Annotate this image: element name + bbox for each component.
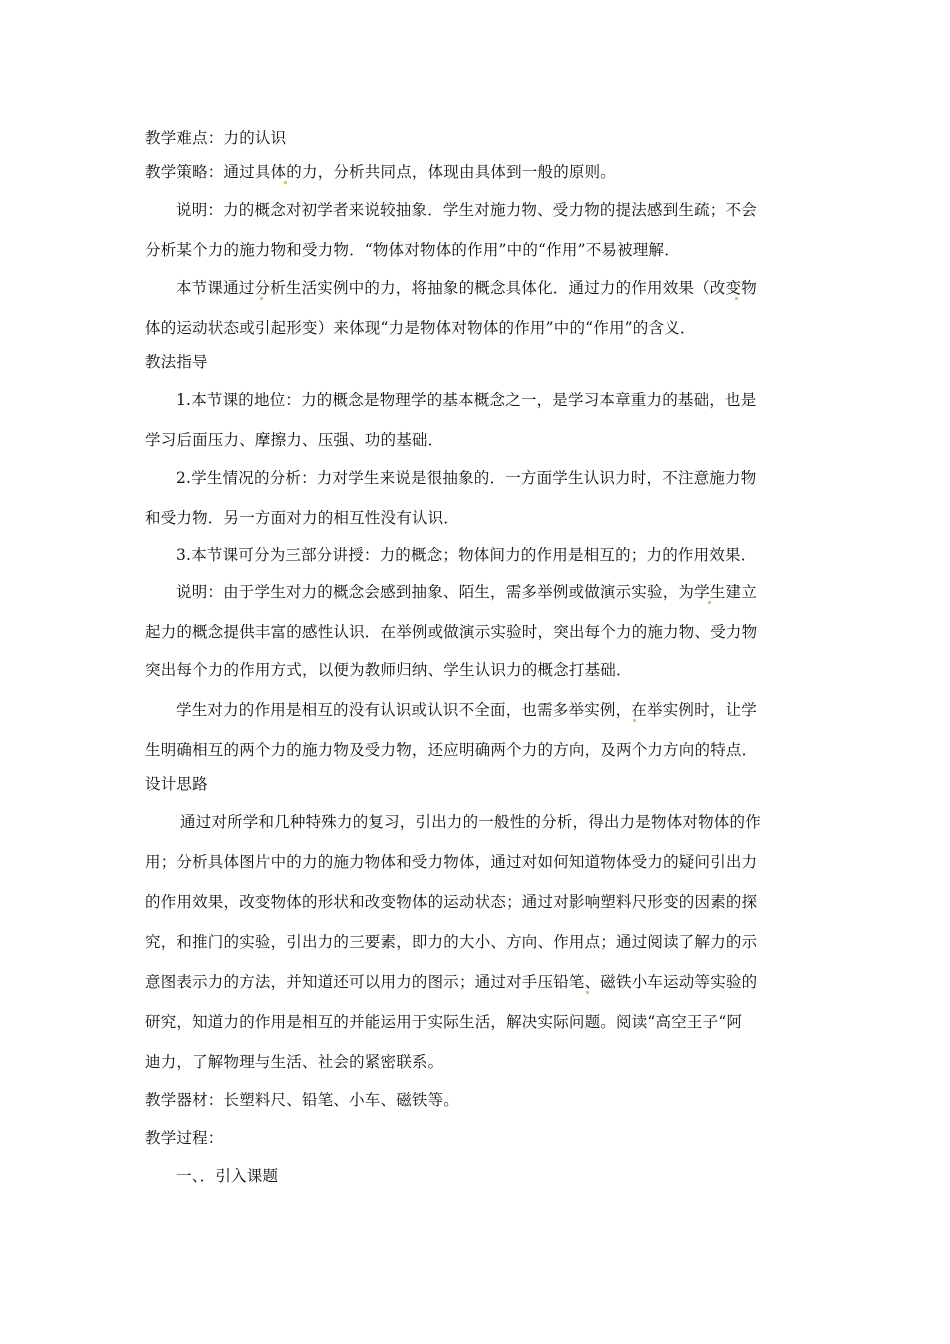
proofreading-mark [735,297,738,300]
design-paragraph-line-5: 意图表示力的方法，并知道还可以用力的图示；通过对手压铅笔、磁铁小车运动等实验的 [145,973,758,991]
guidance-item-3: 3.本节课可分为三部分讲授：力的概念；物体间力的作用是相互的；力的作用效果． [176,546,757,564]
teaching-process-heading: 教学过程： [145,1129,224,1147]
guidance-item-1-line-2: 学习后面压力、摩擦力、压强、功的基础． [145,431,444,449]
note-paragraph-1-line-1: 说明：力的概念对初学者来说较抽象．学生对施力物、受力物的提法感到生疏；不会 [176,201,757,219]
design-paragraph-line-2: 用；分析具体图片中的力的施力物体和受力物体，通过对如何知道物体受力的疑问引出力 [145,853,758,871]
section-heading-teaching-guidance: 教法指导 [145,353,208,371]
guidance-item-1-line-1: 1.本节课的地位：力的概念是物理学的基本概念之一，是学习本章重力的基础，也是 [176,391,757,409]
design-paragraph-line-7: 迪力，了解物理与生活、社会的紧密联系。 [145,1053,444,1071]
note-paragraph-2-line-3: 突出每个力的作用方式，以便为教师归纳、学生认识力的概念打基础． [145,661,632,679]
proofreading-mark [708,601,711,604]
proofreading-mark [260,297,263,300]
design-paragraph-line-6: 研究，知道力的作用是相互的并能运用于实际生活，解决实际问题。阅读“高空王子“阿 [145,1013,743,1031]
section-heading-design-idea: 设计思路 [145,775,208,793]
lesson-paragraph-line-1: 本节课通过分析生活实例中的力，将抽象的概念具体化．通过力的作用效果（改变物 [176,279,757,297]
mutual-force-paragraph-line-1: 学生对力的作用是相互的没有认识或认识不全面，也需多举实例，在举实例时，让学 [176,701,757,719]
proofreading-mark [284,181,287,184]
note-paragraph-2-line-2: 起力的概念提供丰富的感性认识．在举例或做演示实验时，突出每个力的施力物、受力物 [145,623,758,641]
lesson-paragraph-line-2: 体的运动状态或引起形变）来体现“力是物体对物体的作用”中的“作用”的含义． [145,319,696,337]
mutual-force-paragraph-line-2: 生明确相互的两个力的施力物及受力物，还应明确两个力的方向，及两个力方向的特点． [145,741,758,759]
teaching-equipment: 教学器材：长塑料尺、铅笔、小车、磁铁等。 [145,1091,460,1109]
note-paragraph-2-line-1: 说明：由于学生对力的概念会感到抽象、陌生，需多举例或做演示实验，为学生建立 [176,583,757,601]
design-paragraph-line-1: 通过对所学和几种特殊力的复习，引出力的一般性的分析，得出力是物体对物体的作 [180,813,761,831]
design-paragraph-line-4: 究，和推门的实验，引出力的三要素，即力的大小、方向、作用点；通过阅读了解力的示 [145,933,758,951]
proofreading-mark [633,719,636,722]
guidance-item-2-line-2: 和受力物．另一方面对力的相互性没有认识． [145,509,460,527]
teaching-strategy: 教学策略：通过具体的力，分析共同点，体现由具体到一般的原则。 [145,163,617,181]
section-one-introduction: 一、．引入课题 [176,1167,279,1185]
note-paragraph-1-line-2: 分析某个力的施力物和受力物．“物体对物体的作用”中的“作用”不易被理解． [145,241,680,259]
design-paragraph-line-3: 的作用效果，改变物体的形状和改变物体的运动状态；通过对影响塑料尺形变的因素的探 [145,893,758,911]
proofreading-mark [586,991,589,994]
teaching-difficulty: 教学难点：力的认识 [145,129,287,147]
guidance-item-2-line-1: 2.学生情况的分析：力对学生来说是很抽象的．一方面学生认识力时，不注意施力物 [176,469,757,487]
